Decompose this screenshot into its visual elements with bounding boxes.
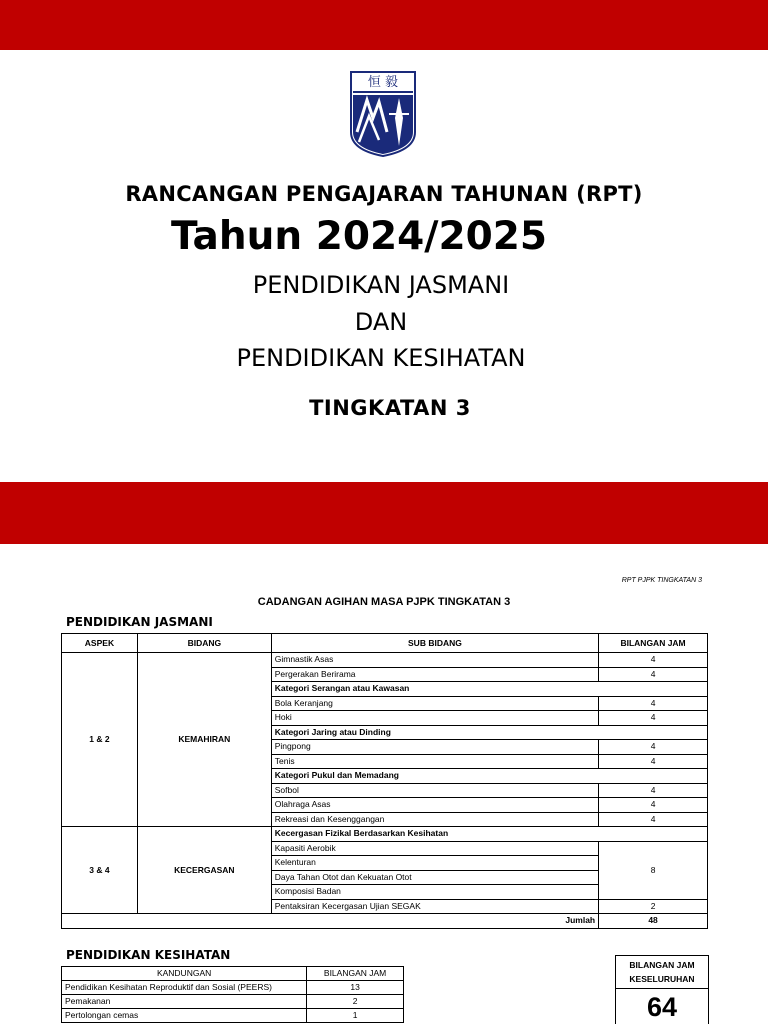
jam-cell: 4 [599, 696, 708, 711]
sub-cell: Pingpong [271, 740, 598, 755]
total-label: Jumlah [62, 914, 599, 929]
sub-cell: Hoki [271, 711, 598, 726]
table-header-row [62, 967, 404, 981]
overall-hours-value: 64 [646, 992, 678, 1022]
total-value: 48 [599, 914, 708, 929]
cover-subject-line-1: PENDIDIKAN JASMANI [252, 271, 510, 299]
jam-cell: 4 [599, 798, 708, 813]
jam-cell: 4 [599, 653, 708, 668]
table-row [62, 995, 404, 1009]
cover-form-level: TINGKATAN 3 [309, 396, 471, 420]
jam-cell: 4 [599, 812, 708, 827]
sub-cell: Kapasiti Aerobik [271, 841, 598, 856]
pk-allocation-table [61, 966, 404, 1023]
section-title-pj: PENDIDIKAN JASMANI [66, 615, 213, 629]
kandungan-cell: Pertolongan cemas [62, 1009, 307, 1023]
table-row [62, 653, 708, 668]
jam-cell: 2 [307, 995, 404, 1009]
col-header-bilangan-jam: BILANGAN JAM [307, 967, 404, 981]
category-cell: Kategori Jaring atau Dinding [271, 725, 707, 740]
sub-cell: Pentaksiran Kecergasan Ujian SEGAK [271, 899, 598, 914]
kandungan-cell: Pendidikan Kesihatan Reproduktif dan Sosial (PEERS) [62, 981, 307, 995]
col-header-bilangan-jam: BILANGAN JAM [599, 634, 708, 653]
table-row [62, 1009, 404, 1023]
section-title-pk: PENDIDIKAN KESIHATAN [66, 948, 231, 962]
jam-cell: 1 [307, 1009, 404, 1023]
school-crest-logo [349, 70, 417, 158]
overall-hours-box [615, 955, 709, 1024]
sub-cell: Daya Tahan Otot dan Kekuatan Otot [271, 870, 598, 885]
cover-subject-line-2: DAN [354, 308, 408, 336]
document-title: CADANGAN AGIHAN MASA PJPK TINGKATAN 3 [257, 596, 511, 608]
table-row [62, 827, 708, 842]
jam-cell: 4 [599, 667, 708, 682]
sub-cell: Sofbol [271, 783, 598, 798]
cover-subject-line-3: PENDIDIKAN KESIHATAN [236, 344, 526, 372]
table-row [62, 981, 404, 995]
header-note: RPT PJPK TINGKATAN 3 [621, 577, 702, 584]
category-cell: Kategori Serangan atau Kawasan [271, 682, 707, 697]
overall-hours-label-line2: KESELURUHAN [629, 974, 695, 984]
category-cell: Kecergasan Fizikal Berdasarkan Kesihatan [271, 827, 707, 842]
sub-cell: Pergerakan Berirama [271, 667, 598, 682]
sub-cell: Gimnastik Asas [271, 653, 598, 668]
sub-cell: Olahraga Asas [271, 798, 598, 813]
jam-cell: 4 [599, 711, 708, 726]
jam-cell-merged: 8 [599, 841, 708, 899]
jam-cell: 2 [599, 899, 708, 914]
top-red-band [0, 0, 768, 50]
jam-cell: 4 [599, 754, 708, 769]
aspek-cell: 3 & 4 [62, 827, 138, 914]
pj-allocation-table [61, 633, 708, 929]
col-header-sub-bidang: SUB BIDANG [271, 634, 598, 653]
jam-cell: 4 [599, 783, 708, 798]
sub-cell: Kelenturan [271, 856, 598, 871]
total-row [62, 914, 708, 929]
bidang-cell: KEMAHIRAN [137, 653, 271, 827]
jam-cell: 13 [307, 981, 404, 995]
sub-cell: Rekreasi dan Kesenggangan [271, 812, 598, 827]
cover-year: Tahun 2024/2025 [170, 214, 548, 259]
aspek-cell: 1 & 2 [62, 653, 138, 827]
cover-title: RANCANGAN PENGAJARAN TAHUNAN (RPT) [125, 182, 643, 206]
overall-hours-label [616, 956, 708, 989]
sub-cell: Bola Keranjang [271, 696, 598, 711]
bidang-cell: KECERGASAN [137, 827, 271, 914]
kandungan-cell: Pemakanan [62, 995, 307, 1009]
col-header-kandungan: KANDUNGAN [62, 967, 307, 981]
category-cell: Kategori Pukul dan Memadang [271, 769, 707, 784]
jam-cell: 4 [599, 740, 708, 755]
svg-text:恒 毅: 恒 毅 [367, 75, 399, 90]
middle-red-band [0, 482, 768, 544]
table-header-row [62, 634, 708, 653]
col-header-aspek: ASPEK [62, 634, 138, 653]
sub-cell: Tenis [271, 754, 598, 769]
overall-hours-label-line1: BILANGAN JAM [629, 960, 695, 970]
col-header-bidang: BIDANG [137, 634, 271, 653]
sub-cell: Komposisi Badan [271, 885, 598, 900]
